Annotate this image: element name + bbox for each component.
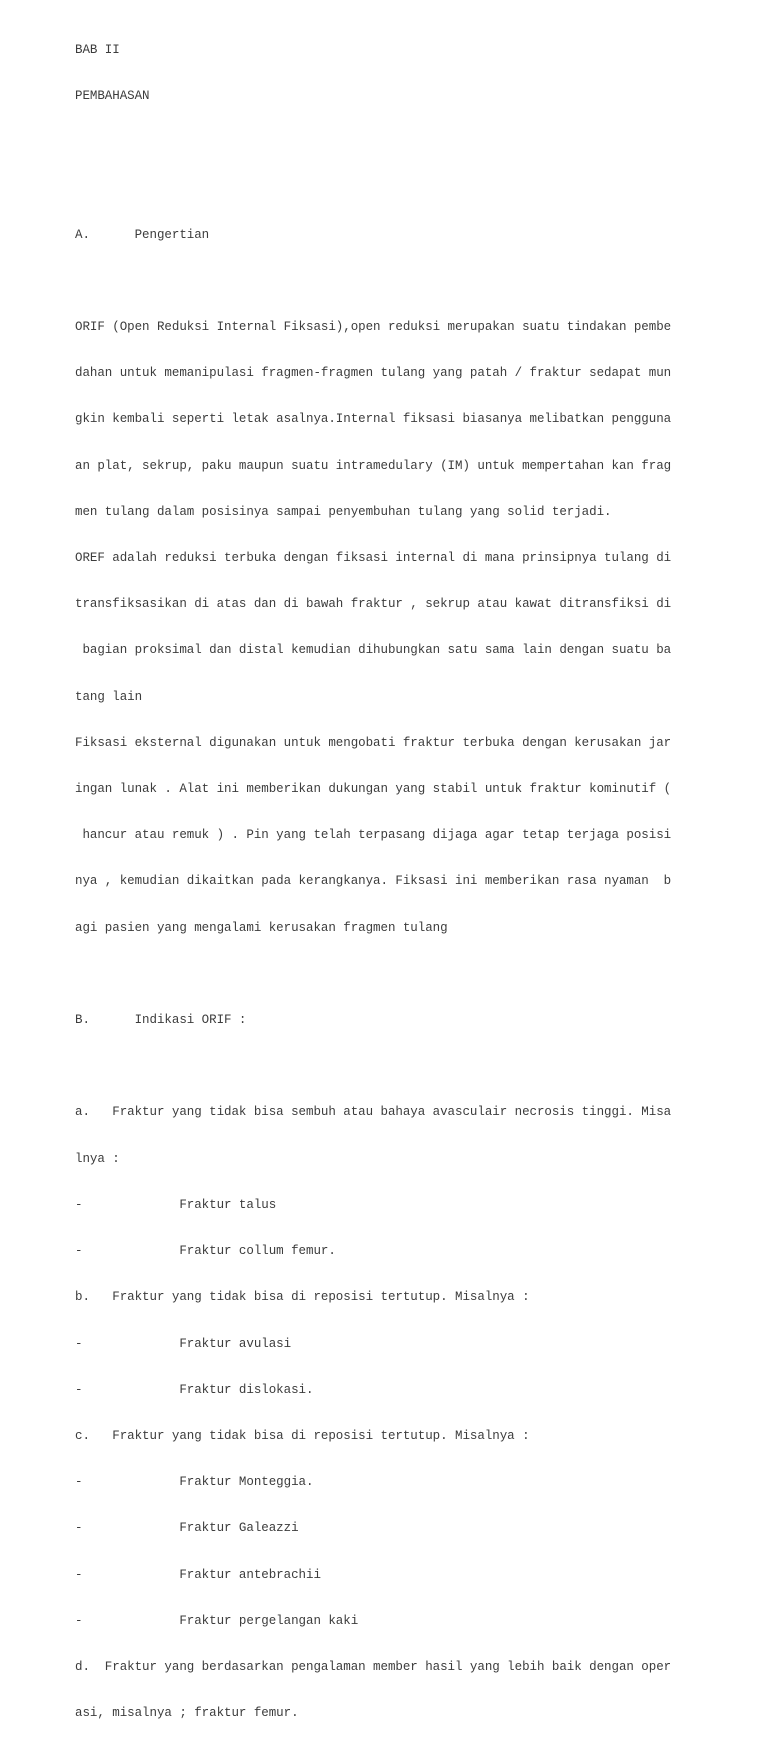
section-a-heading: A. Pengertian — [75, 227, 210, 242]
list-item: a. Fraktur yang tidak bisa sembuh atau bahaya avasculair necrosis tinggi. Misa — [75, 1105, 672, 1120]
sub-list-item: - Fraktur avulasi — [75, 1336, 292, 1351]
paragraph-line: agi pasien yang mengalami kerusakan fragmen tulang — [75, 920, 448, 935]
paragraph-line: hancur atau remuk ) . Pin yang telah terpasang dijaga agar tetap terjaga posisi — [75, 828, 672, 843]
list-item: d. Fraktur yang berdasarkan pengalaman member hasil yang lebih baik dengan oper — [75, 1659, 672, 1674]
sub-list-item: - Fraktur dislokasi. — [75, 1382, 314, 1397]
chapter-label: BAB II — [75, 42, 120, 57]
list-item: c. Fraktur yang tidak bisa di reposisi tertutup. Misalnya : — [75, 1428, 530, 1443]
chapter-title: PEMBAHASAN — [75, 89, 150, 104]
paragraph-line: ingan lunak . Alat ini memberikan dukungan yang stabil untuk fraktur kominutif ( — [75, 782, 672, 797]
sub-list-item: - Fraktur collum femur. — [75, 1244, 336, 1259]
paragraph-line: an plat, sekrup, paku maupun suatu intramedulary (IM) untuk mempertahan kan frag — [75, 458, 672, 473]
paragraph-line: ORIF (Open Reduksi Internal Fiksasi),open reduksi merupakan suatu tindakan pembe — [75, 320, 672, 335]
document-text — [75, 12, 755, 1752]
paragraph-line: bagian proksimal dan distal kemudian dihubungkan satu sama lain dengan suatu ba — [75, 643, 672, 658]
sub-list-item: - Fraktur Monteggia. — [75, 1475, 314, 1490]
paragraph-line: men tulang dalam posisinya sampai penyembuhan tulang yang solid terjadi. — [75, 504, 612, 519]
paragraph-line: tang lain — [75, 689, 143, 704]
sub-list-item: - Fraktur pergelangan kaki — [75, 1613, 359, 1628]
blank-line — [75, 1059, 755, 1074]
sub-list-item: - Fraktur talus — [75, 1197, 277, 1212]
section-b-heading: B. Indikasi ORIF : — [75, 1013, 247, 1028]
list-item: lnya : — [75, 1151, 120, 1166]
sub-list-item: - Fraktur Galeazzi — [75, 1521, 299, 1536]
blank-line — [75, 135, 755, 150]
blank-line — [75, 967, 755, 982]
paragraph-line: Fiksasi eksternal digunakan untuk mengobati fraktur terbuka dengan kerusakan jar — [75, 735, 672, 750]
blank-line — [75, 274, 755, 289]
list-item: b. Fraktur yang tidak bisa di reposisi tertutup. Misalnya : — [75, 1290, 530, 1305]
paragraph-line: gkin kembali seperti letak asalnya.Internal fiksasi biasanya melibatkan pengguna — [75, 412, 672, 427]
paragraph-line: nya , kemudian dikaitkan pada kerangkanya. Fiksasi ini memberikan rasa nyaman b — [75, 874, 672, 889]
paragraph-line: dahan untuk memanipulasi fragmen-fragmen tulang yang patah / fraktur sedapat mun — [75, 366, 672, 381]
sub-list-item: - Fraktur antebrachii — [75, 1567, 321, 1582]
paragraph-line: OREF adalah reduksi terbuka dengan fiksasi internal di mana prinsipnya tulang di — [75, 551, 672, 566]
blank-line — [75, 181, 755, 196]
paragraph-line: transfiksasikan di atas dan di bawah fraktur , sekrup atau kawat ditransfiksi di — [75, 597, 672, 612]
list-item: asi, misalnya ; fraktur femur. — [75, 1706, 299, 1721]
